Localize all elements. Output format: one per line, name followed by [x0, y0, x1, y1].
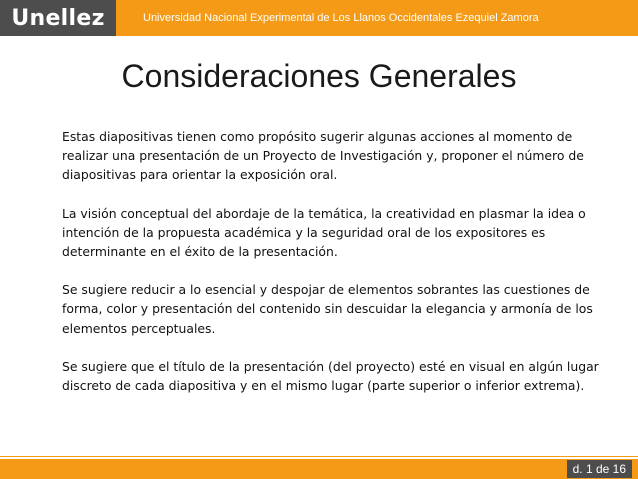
paragraph-1: Estas diapositivas tienen como propósito sugerir algunas acciones al momento de realizar una presentación de un Proyecto de Investigación y, proponer el número de diapositivas para orientar la exposición oral. — [62, 129, 584, 183]
paragraph-3: Se sugiere reducir a lo esencial y despojar de elementos sobrantes las cuestiones de forma, color y presentación del contenido sin descuidar la elegancia y armonía de los elementos perceptuales. — [62, 282, 593, 336]
footer-divider — [0, 456, 638, 457]
footer-bar — [0, 459, 638, 479]
slide-title: Consideraciones Generales — [121, 58, 517, 94]
logo-text: Unellez — [11, 5, 105, 31]
page-number-badge: d. 1 de 16 — [567, 460, 632, 478]
institution-name: Universidad Nacional Experimental de Los Llanos Occidentales Ezequiel Zamora — [143, 12, 539, 24]
paragraph-2: La visión conceptual del abordaje de la temática, la creatividad en plasmar la idea o intención de la propuesta académica y la seguridad oral de los expositores es determinante en el éxito de la presentación. — [62, 205, 586, 260]
logo — [0, 0, 116, 36]
slide-body — [62, 127, 602, 414]
paragraph-4: Se sugiere que el título de la presentación (del proyecto) esté en visual en algún lugar discreto de cada diapositiva y en el mismo lugar (parte superior o inferior extrema). — [62, 358, 599, 394]
